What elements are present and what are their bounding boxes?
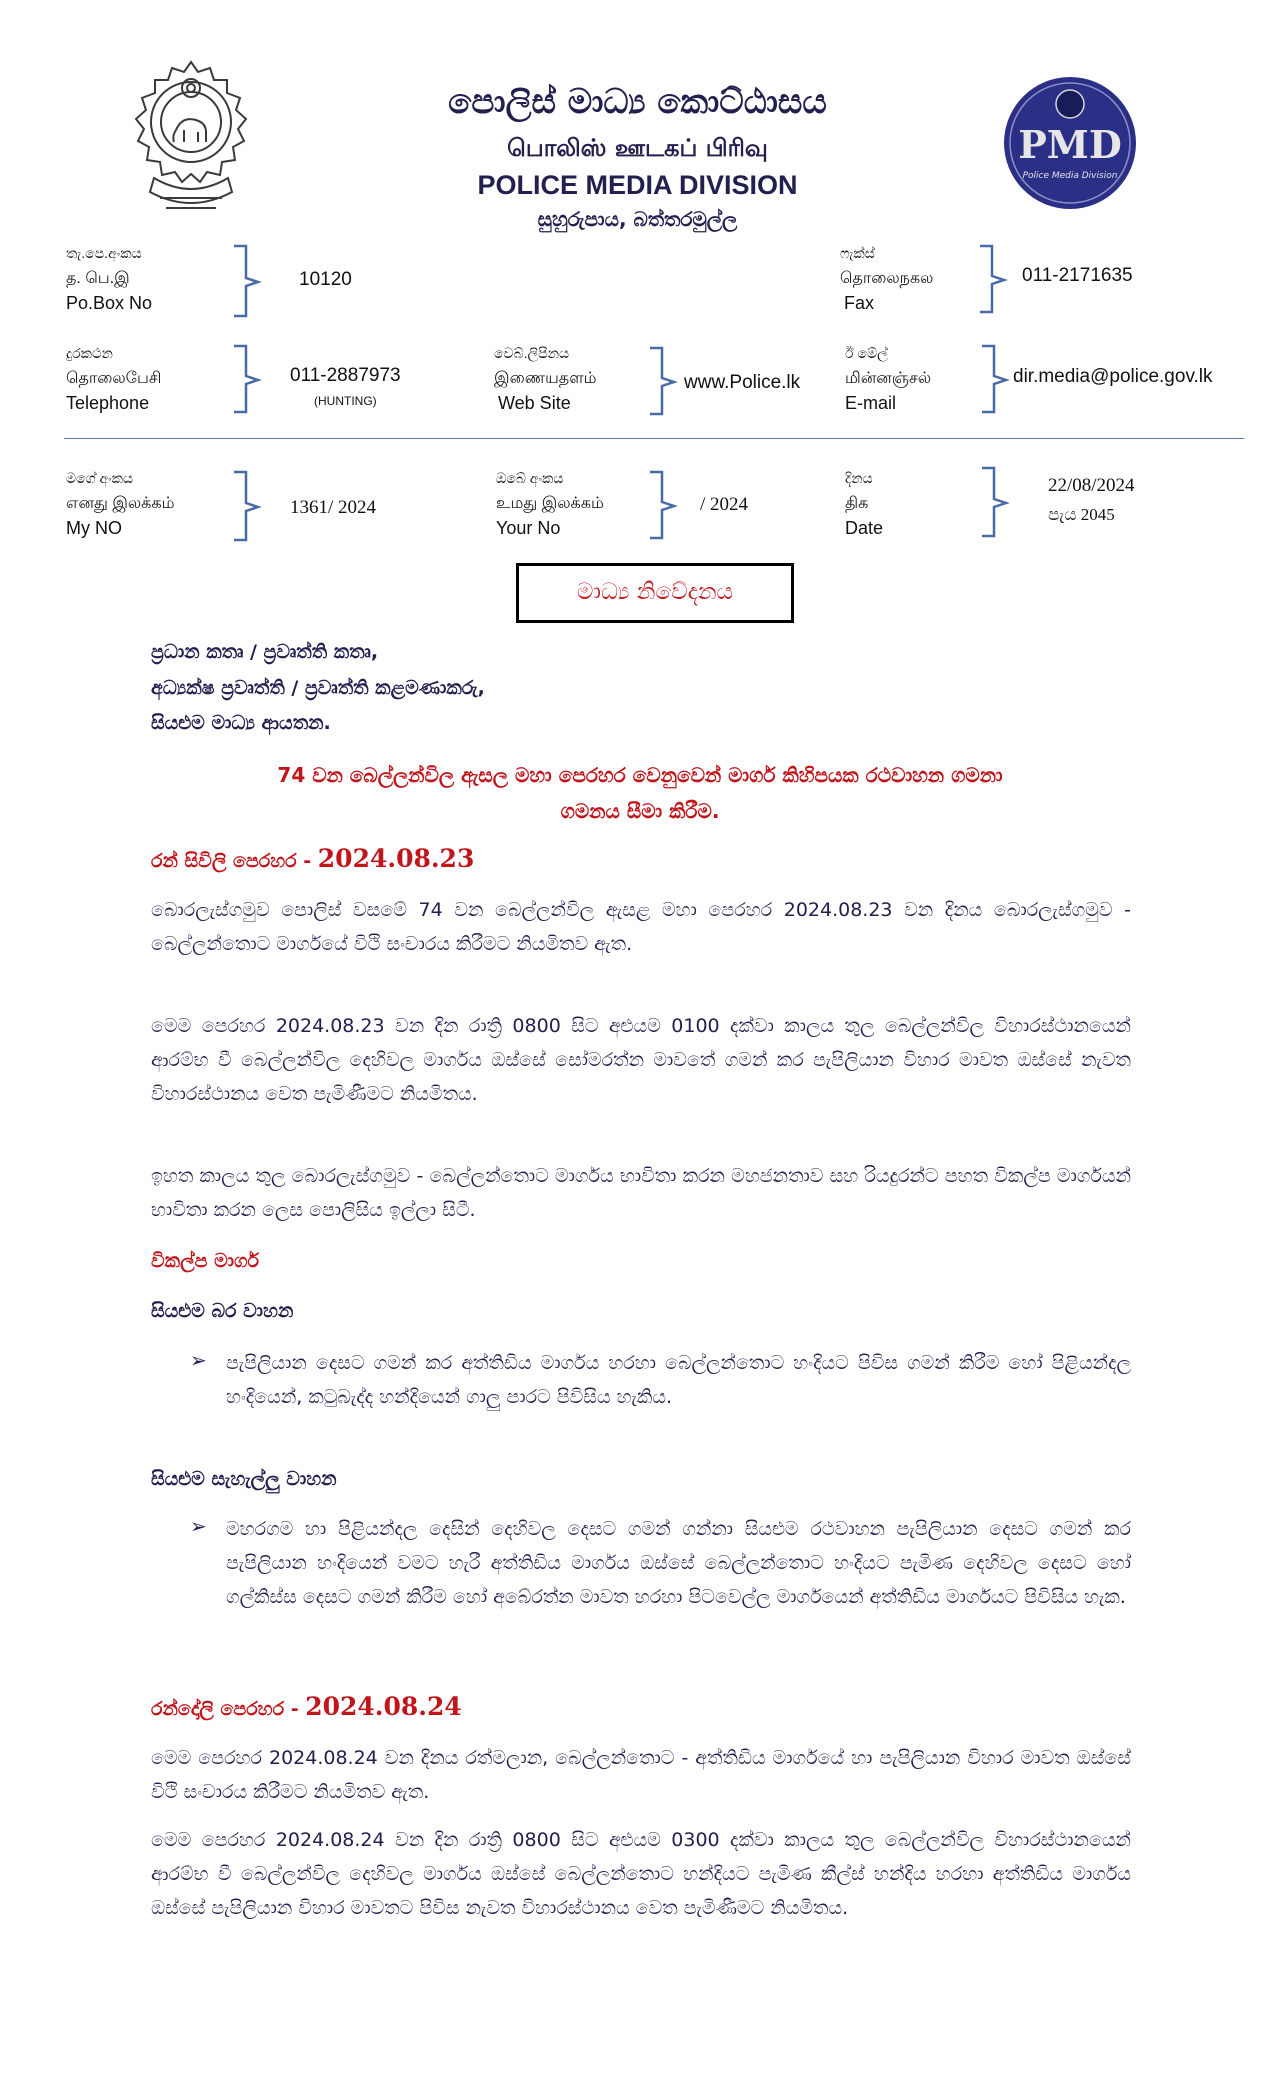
website-bracket — [648, 346, 678, 418]
my-no-value: 1361/ 2024 — [290, 497, 377, 518]
my-no-bracket — [232, 470, 262, 544]
light-vehicles-text: මහරගම හා පිළියන්දල දෙසින් දෙහිවල දෙසට ගමන් ගන්නා සියළුම රථවාහන පැපිලියාන දෙසට ගමන් කර පැපිලියාන හංදියෙන් වමට හැරී අත්තිඩිය මාර්ගය ඔස්සේ බෙල්ලන්තොට හංදියට පැමිණ දෙහිවල දෙසට හෝ ගල්කිස්ස දෙසට ගමන් කිරීම හෝ අබේරත්න මාවත හරහා පිටවෙල්ල මාර්ගයෙන් අත්තිඩිය මාර්ගයට පිවිසිය හැක. — [226, 1518, 1131, 1608]
bullet-arrow-icon: ➢ — [190, 1348, 207, 1372]
bullet-arrow-icon: ➢ — [190, 1514, 207, 1538]
website-label: වෙබ්.ලිපිනය இணையதளம் Web Site — [494, 345, 597, 413]
pmd-logo-text: PMD — [1018, 122, 1122, 167]
your-no-value: / 2024 — [700, 494, 749, 515]
addressee-line: ප්‍රධාන කතෘ / ප්‍රවෘත්ති කතෘ, — [151, 641, 379, 663]
date-value: 22/08/2024 — [1048, 475, 1135, 496]
subject-line-1: 74 වන බෙල්ලන්විල ඇසල මහා පෙරහර වෙනුවෙන් මාර්ග කිහිපයක රථවාහන ගමනා — [277, 763, 1003, 787]
light-vehicles-heading: සියළුම සැහැල්ලු වාහන — [151, 1468, 337, 1490]
heavy-vehicles-text: පැපිලියාන දෙසට ගමන් කර අත්තිඩිය මාර්ගය හරහා බෙල්ලන්තොට හංදියට පිවිස ගමන් කිරීම හෝ පිළියන්දල හංදියෙන්, කටුබැද්ද හන්දියෙන් ගාලු පාරට පිවිසිය හැකිය. — [226, 1352, 1131, 1408]
date-time: පැය 2045 — [1048, 505, 1115, 524]
telephone-label: දුරකථන தொலைபேசி Telephone — [66, 345, 162, 413]
alt-routes-heading: විකල්ප මාර්ග — [151, 1250, 260, 1272]
section-2-para-1: මෙම පෙරහර 2024.08.24 වන දිනය රත්මලාන, බෙල්ලන්තොට - අත්තිඩිය මාර්ගයේ හා පැපිලියාන විහාර මාවත ඔස්සේ විථි සංචාරය කිරීමට නියමිතව ඇත. — [151, 1747, 1131, 1803]
section-2-para-2: මෙම පෙරහර 2024.08.24 වන දින රාත්‍රි 0800 සිට අළුයම 0300 දක්වා කාලය තුල බෙල්ලන්විල විහාරස්ථානයෙන් ආරම්භ වී බෙල්ලන්විල දෙහිවල මාර්ගය ඔස්සේ බෙල්ලන්තොට හන්දියට පැමිණ කීල්ස් හන්දිය හරහා අත්තිඩිය මාර්ගය ඔස්සේ පැපිලියාන විහාර මාවතට පිවිස නැවත විහාරස්ථානය වෙත පැමිණීමට නියමිතය. — [151, 1829, 1131, 1919]
date-bracket — [980, 466, 1010, 540]
pmd-logo-subtext: Police Media Division — [1022, 171, 1118, 181]
telephone-value: 011-2887973 — [290, 365, 401, 386]
fax-value: 011-2171635 — [1022, 265, 1133, 286]
telephone-hunting-note: (HUNTING) — [314, 394, 377, 408]
telephone-bracket — [232, 344, 262, 416]
website-value: www.Police.lk — [684, 372, 801, 393]
subject-heading — [140, 757, 1140, 829]
section-1-para-2: මෙම පෙරහර 2024.08.23 වන දින රාත්‍රි 0800 සිට අළුයම 0100 දක්වා කාලය තුල බෙල්ලන්විල විහාරස්ථානයෙන් ආරම්භ වී බෙල්ලන්විල දෙහිවල මාර්ගය ඔස්සේ සෝමරත්න මාවතේ ගමන් කර පැපිලියාන විහාර මාවත ඔස්සේ නැවත විහාරස්ථානය වෙත පැමිණීමට නියමිතය. — [151, 1015, 1131, 1105]
subject-line-2: ගමනය සීමා කිරීම. — [560, 799, 720, 823]
title-sinhala: පොලිස් මාධ්‍ය කොට්ඨාසය — [448, 82, 827, 122]
pobox-bracket — [232, 244, 262, 320]
heavy-vehicles-heading: සියළුම බර වාහන — [151, 1300, 294, 1322]
your-no-label: ඔබේ අංකය உமது இலக்கம் Your No — [496, 470, 604, 538]
title-english: POLICE MEDIA DIVISION — [477, 170, 798, 200]
header-address: සුහුරුපාය, බත්තරමුල්ල — [537, 207, 738, 231]
addressee-line: අධ්‍යක්ෂ ප්‍රවෘත්ති / ප්‍රවෘත්ති කළමණාකරු, — [151, 677, 485, 699]
email-bracket — [980, 344, 1010, 416]
email-label: ඊ මේල් மின்னஞ்சல் E-mail — [845, 345, 932, 413]
date-label: දිනය திக Date — [845, 470, 884, 538]
fax-label: ෆැක්ස් தொலைநகல Fax — [840, 245, 934, 313]
media-release-box: මාධ්‍ය නිවේදනය — [516, 563, 794, 623]
pobox-value: 10120 — [299, 269, 352, 290]
email-value: dir.media@police.gov.lk — [1013, 366, 1213, 387]
section-1-heading: රන් සිවිලි පෙරහර - 2024.08.23 — [151, 844, 475, 873]
fax-bracket — [978, 244, 1008, 316]
pobox-label: තැ.පෙ.අංකය த. பெ.இ Po.Box No — [66, 245, 153, 313]
section-1-para-1: බොරලැස්ගමුව පොලිස් වසමේ 74 වන බෙල්ලන්විල ඇසළ මහා පෙරහර 2024.08.23 වන දිනය බොරලැස්ගමුව - බෙල්ලන්තොට මාර්ගයේ විථි සංචාරය කිරීමට නියමිතව ඇත. — [151, 899, 1131, 955]
addressee-line: සියළුම මාධ්‍ය ආයතන. — [151, 712, 331, 734]
section-1-para-3: ඉහත කාලය තුල බොරලැස්ගමුව - බෙල්ලන්තොට මාර්ගය භාවිතා කරන මහජනතාව සහ රියදුරන්ට පහත විකල්ප මාර්ගයන් භාවිතා කරන ලෙස පොලිසිය ඉල්ලා සිටී. — [151, 1165, 1131, 1221]
header-divider — [64, 438, 1244, 439]
title-tamil: பொலிஸ் ஊடகப் பிரிவு — [507, 134, 768, 162]
your-no-bracket — [648, 470, 678, 542]
my-no-label: මගේ අංකය எனது இலக்கம் My NO — [66, 470, 175, 538]
section-2-heading: රන්දෝලි පෙරහර - 2024.08.24 — [151, 1692, 462, 1721]
